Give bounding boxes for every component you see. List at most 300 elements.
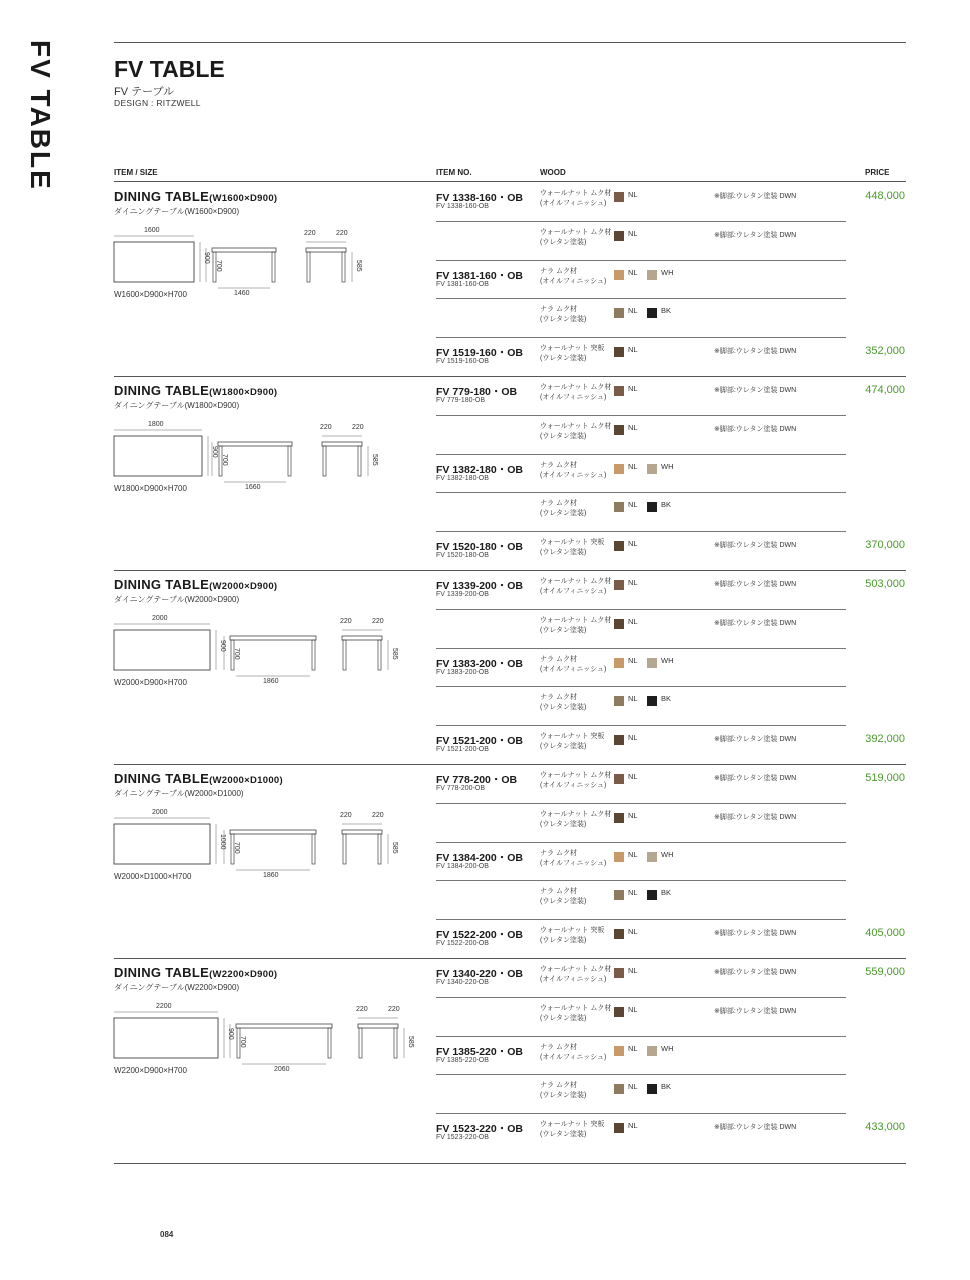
drawing-outline [312,640,315,670]
drawing-outline [114,1018,218,1058]
dim-caption: W1600×D900×H700 [114,290,187,299]
wood-type: ナラ ムク材 [540,655,577,663]
header-wood: WOOD [540,168,566,177]
item-code: FV 779-180-OB [436,397,486,404]
dining-table-name: DINING TABLE [114,383,210,398]
wood-finish: (ウレタン塗装) [540,510,587,518]
page-subtitle: FV テーブル [114,86,175,98]
wood-swatch [614,890,624,900]
drawing-outline [218,442,292,446]
leg-finish-note: ※脚部:ウレタン塗装 DWN [714,231,797,239]
wood-type: ウォールナット ムク材 [540,384,612,391]
swatch-label: NL [628,1082,638,1092]
dining-table-jp: ダイニングテーブル(W2000×D900) [114,595,240,604]
wood-finish: (オイルフィニッシュ) [540,782,607,789]
swatch-label: NL [628,694,638,704]
swatch-label: NL [628,345,638,355]
dim-leg2: 220 [372,812,384,819]
wood-swatch [647,658,657,668]
row-divider [436,648,846,649]
leg-finish-note: ※脚部:ウレタン塗装 DWN [714,1007,797,1015]
row-divider [436,803,846,804]
dim-width: 2200 [156,1003,172,1010]
item-number: FV 1382-180・OB [436,463,523,476]
swatch-label: NL [628,306,638,316]
wood-type: ウォールナット ムク材 [540,228,612,236]
wood-finish: (オイルフィニッシュ) [540,665,607,673]
row-divider [436,725,846,726]
wood-finish: (オイルフィニッシュ) [540,976,607,983]
leg-finish-note: ※脚部:ウレタン塗装 DWN [714,930,797,938]
dim-caption: W2200×D900×H700 [114,1066,187,1075]
item-number: FV 1339-200・OB [436,580,523,592]
wood-finish: (ウレタン塗装) [540,898,587,906]
item-code: FV 1519-160-OB [436,358,489,366]
swatch-label: NL [628,888,638,898]
swatch-label: NL [628,733,638,743]
wood-swatch [647,1084,657,1094]
item-code: FV 1385-220-OB [436,1056,489,1064]
leg-finish-note: ※脚部:ウレタン塗装 DWN [714,619,797,627]
group-divider [114,764,906,765]
drawing-outline [378,640,381,670]
item-code: FV 1339-200-OB [436,591,489,598]
wood-finish: (オイルフィニッシュ) [540,200,607,207]
wood-swatch [614,464,624,474]
dining-table-name: DINING TABLE [114,189,210,204]
item-code: FV 1381-160-OB [436,280,489,288]
wood-finish: (ウレタン塗装) [540,820,587,828]
item-code: FV 1383-200-OB [436,668,489,676]
swatch-label: BK [661,888,672,898]
dim-caption: W2000×D900×H700 [114,678,187,687]
item-code: FV 778-200-OB [436,785,486,792]
dim-leg1: 220 [304,230,316,237]
dining-table-title [114,771,283,786]
wood-finish: (ウレタン塗装) [540,549,587,557]
drawing-outline [359,1028,362,1058]
drawing-outline [272,252,275,282]
swatch-label: WH [661,267,674,277]
dim-leg2: 220 [388,1006,400,1013]
dim-inner: 1660 [245,484,261,491]
wood-swatch [647,464,657,474]
drawing-outline [323,446,326,476]
dim-depth: 900 [219,640,226,652]
dimension-drawing [100,224,420,314]
top-rule [114,42,906,43]
wood-type: ウォールナット 突板 [540,1121,605,1129]
wood-finish: (オイルフィニッシュ) [540,1053,607,1061]
wood-swatch [614,1123,624,1133]
dining-table-name: DINING TABLE [114,577,210,592]
leg-finish-note: ※脚部:ウレタン塗装 DWN [714,1124,797,1132]
swatch-label: NL [628,539,638,549]
wood-type: ウォールナット ムク材 [540,772,612,779]
dining-table-title [114,577,277,592]
dim-inner: 1860 [263,872,279,879]
dimension-drawing [100,1000,420,1090]
swatch-label: NL [628,966,638,975]
row-divider [436,1036,846,1037]
swatch-label: NL [628,384,638,393]
item-number: FV 1383-200・OB [436,657,523,670]
leg-finish-note: ※脚部:ウレタン塗装 DWN [714,775,797,782]
bottom-rule [114,1163,906,1164]
dim-width: 2000 [152,809,168,816]
leg-finish-note: ※脚部:ウレタン塗装 DWN [714,581,797,588]
item-number: FV 1340-220・OB [436,968,523,980]
row-divider [436,609,846,610]
swatch-label: NL [628,461,638,471]
wood-swatch [614,1046,624,1056]
drawing-outline [343,640,346,670]
swatch-label: NL [628,1121,638,1131]
row-divider [436,842,846,843]
dim-caption: W1800×D900×H700 [114,484,187,493]
dim-caption: W2000×D1000×H700 [114,872,192,881]
wood-type: ナラ ムク材 [540,694,577,702]
dim-leg1: 220 [340,812,352,819]
dining-table-size: (W2200×D900) [209,969,278,980]
wood-type: ナラ ムク材 [540,461,577,469]
dim-clearance: 585 [391,842,398,854]
dim-clearance: 585 [407,1036,414,1048]
wood-finish: (ウレタン塗装) [540,316,587,324]
price-value: 519,000 [865,772,905,784]
item-number: FV 1523-220・OB [436,1123,523,1136]
wood-type: ウォールナット ムク材 [540,578,612,585]
wood-type: ウォールナット 突板 [540,345,605,353]
leg-finish-note: ※脚部:ウレタン塗装 DWN [714,193,797,200]
leg-finish-note: ※脚部:ウレタン塗装 DWN [714,813,797,821]
dim-depth: 900 [227,1028,234,1040]
group-divider [114,376,906,377]
dim-inner: 2060 [274,1066,290,1073]
wood-type: ナラ ムク材 [540,1043,577,1051]
wood-swatch [614,658,624,668]
wood-swatch [614,696,624,706]
swatch-label: NL [628,616,638,626]
wood-swatch [614,1084,624,1094]
wood-finish: (ウレタン塗装) [540,355,587,363]
drawing-outline [312,834,315,864]
dim-width: 1800 [148,421,164,428]
wood-type: ナラ ムク材 [540,306,577,314]
swatch-label: WH [661,655,674,665]
drawing-outline [114,242,194,282]
dim-leg1: 220 [356,1006,368,1013]
dim-width: 1600 [144,227,160,234]
dim-depth: 900 [203,252,210,264]
item-number: FV 1338-160・OB [436,192,523,204]
dining-table-title [114,383,277,398]
wood-swatch [614,580,624,590]
drawing-outline [358,1024,398,1028]
leg-finish-note: ※脚部:ウレタン塗装 DWN [714,387,797,394]
swatch-label: BK [661,500,672,510]
swatch-label: BK [661,1082,672,1092]
wood-swatch [614,929,624,939]
dining-table-size: (W1600×D900) [209,193,278,204]
leg-finish-note: ※脚部:ウレタン塗装 DWN [714,969,797,976]
wood-swatch [614,968,624,978]
swatch-label: WH [661,1043,674,1053]
row-divider [436,454,846,455]
swatch-label: NL [628,772,638,781]
drawing-outline [114,630,210,670]
drawing-outline [342,252,345,282]
drawing-outline [394,1028,397,1058]
swatch-label: NL [628,190,638,199]
wood-finish: (ウレタン塗装) [540,626,587,634]
price-value: 448,000 [865,190,905,202]
wood-swatch [614,541,624,551]
swatch-label: NL [628,422,638,432]
wood-finish: (ウレタン塗装) [540,1014,587,1022]
price-value: 433,000 [865,1121,905,1134]
item-number: FV 1385-220・OB [436,1045,523,1058]
item-code: FV 1522-200-OB [436,940,489,948]
dim-leg2: 220 [372,618,384,625]
group-divider [114,570,906,571]
wood-swatch [647,890,657,900]
price-value: 370,000 [865,539,905,552]
dining-table-size: (W2000×D1000) [209,775,283,786]
dim-height: 700 [215,260,222,272]
designer-credit: DESIGN : RITZWELL [114,98,201,108]
swatch-label: NL [628,500,638,510]
drawing-outline [343,834,346,864]
item-code: FV 1340-220-OB [436,979,489,986]
wood-swatch [614,231,624,241]
wood-swatch [614,192,624,202]
swatch-label: NL [628,1004,638,1014]
leg-finish-note: ※脚部:ウレタン塗装 DWN [714,425,797,433]
wood-swatch [614,386,624,396]
item-number: FV 778-200・OB [436,774,518,786]
wood-type: ウォールナット 突板 [540,927,605,935]
wood-swatch [614,308,624,318]
dining-table-name: DINING TABLE [114,771,210,786]
wood-swatch [614,347,624,357]
group-divider [114,958,906,959]
wood-type: ウォールナット ムク材 [540,616,612,624]
wood-finish: (オイルフィニッシュ) [540,471,607,479]
dim-height: 700 [233,842,240,854]
dining-table-name: DINING TABLE [114,965,210,980]
wood-finish: (ウレタン塗装) [540,704,587,712]
price-value: 474,000 [865,384,905,396]
header-item-no: ITEM NO. [436,168,472,177]
wood-swatch [647,696,657,706]
wood-type: ウォールナット 突板 [540,539,605,547]
drawing-outline [230,830,316,834]
wood-finish: (オイルフィニッシュ) [540,277,607,285]
dim-inner: 1860 [263,678,279,685]
item-code: FV 1521-200-OB [436,746,489,754]
wood-type: ナラ ムク材 [540,500,577,508]
item-number: FV 779-180・OB [436,386,518,398]
wood-type: ナラ ムク材 [540,849,577,857]
dining-table-jp: ダイニングテーブル(W1800×D900) [114,401,240,410]
item-number: FV 1384-200・OB [436,851,523,864]
row-divider [436,337,846,338]
item-code: FV 1338-160-OB [436,203,489,210]
row-divider [436,997,846,998]
leg-finish-note: ※脚部:ウレタン塗装 DWN [714,736,797,744]
wood-finish: (ウレタン塗装) [540,238,587,246]
swatch-label: NL [628,810,638,820]
drawing-outline [342,830,382,834]
dim-leg1: 220 [340,618,352,625]
item-number: FV 1519-160・OB [436,347,523,360]
wood-swatch [614,813,624,823]
wood-finish: (オイルフィニッシュ) [540,859,607,867]
dining-table-title [114,189,277,204]
swatch-label: NL [628,927,638,937]
dim-inner: 1460 [234,290,250,297]
wood-finish: (ウレタン塗装) [540,1092,587,1100]
drawing-outline [328,1028,331,1058]
leg-finish-note: ※脚部:ウレタン塗装 DWN [714,348,797,356]
drawing-outline [288,446,291,476]
dim-height: 700 [239,1036,246,1048]
page-title: FV TABLE [114,56,225,82]
wood-swatch [614,270,624,280]
dim-depth: 900 [211,446,218,458]
wood-type: ナラ ムク材 [540,1082,577,1090]
wood-swatch [614,774,624,784]
swatch-label: WH [661,461,674,471]
price-value: 392,000 [865,733,905,746]
wood-swatch [647,1046,657,1056]
price-value: 352,000 [865,345,905,358]
wood-finish: (ウレタン塗装) [540,1131,587,1139]
row-divider [436,686,846,687]
row-divider [436,221,846,222]
drawing-outline [306,248,346,252]
drawing-outline [230,636,316,640]
swatch-label: WH [661,849,674,859]
dim-clearance: 585 [371,454,378,466]
wood-type: ウォールナット ムク材 [540,422,612,430]
wood-type: ウォールナット 突板 [540,733,605,741]
swatch-label: NL [628,849,638,859]
wood-type: ウォールナット ムク材 [540,810,612,818]
wood-swatch [647,308,657,318]
dimension-drawing [100,806,420,896]
header-rule [114,181,906,182]
dining-table-title [114,965,277,980]
drawing-outline [114,824,210,864]
row-divider [436,1113,846,1114]
item-number: FV 1381-160・OB [436,269,523,282]
swatch-label: NL [628,578,638,587]
item-code: FV 1384-200-OB [436,862,489,870]
drawing-outline [236,1024,332,1028]
dim-leg2: 220 [352,424,364,431]
row-divider [436,919,846,920]
swatch-label: BK [661,306,672,316]
wood-swatch [614,852,624,862]
swatch-label: NL [628,267,638,277]
row-divider [436,415,846,416]
swatch-label: NL [628,1043,638,1053]
dim-clearance: 585 [391,648,398,660]
dimension-drawing [100,612,420,702]
wood-type: ウォールナット ムク材 [540,966,612,973]
wood-swatch [647,502,657,512]
wood-finish: (ウレタン塗装) [540,937,587,945]
row-divider [436,298,846,299]
dim-leg2: 220 [336,230,348,237]
price-value: 559,000 [865,966,905,978]
drawing-outline [358,446,361,476]
dim-width: 2000 [152,615,168,622]
price-value: 503,000 [865,578,905,590]
wood-swatch [647,270,657,280]
dining-table-size: (W2000×D900) [209,581,278,592]
wood-swatch [614,619,624,629]
drawing-outline [342,636,382,640]
header-item-size: ITEM / SIZE [114,168,158,177]
dining-table-jp: ダイニングテーブル(W2000×D1000) [114,789,244,798]
dim-height: 700 [221,454,228,466]
row-divider [436,880,846,881]
wood-swatch [614,1007,624,1017]
wood-type: ウォールナット ムク材 [540,1004,612,1012]
wood-type: ナラ ムク材 [540,267,577,275]
item-number: FV 1520-180・OB [436,541,523,554]
wood-swatch [614,735,624,745]
wood-type: ナラ ムク材 [540,888,577,896]
swatch-label: NL [628,228,638,238]
dim-height: 700 [233,648,240,660]
leg-finish-note: ※脚部:ウレタン塗装 DWN [714,542,797,550]
swatch-label: BK [661,694,672,704]
drawing-outline [322,442,362,446]
row-divider [436,260,846,261]
side-title-text: FV TABLE [25,40,56,191]
wood-swatch [647,852,657,862]
item-code: FV 1382-180-OB [436,474,489,482]
dining-table-jp: ダイニングテーブル(W1600×D900) [114,207,240,216]
swatch-label: NL [628,655,638,665]
item-code: FV 1523-220-OB [436,1134,489,1142]
wood-finish: (ウレタン塗装) [540,432,587,440]
wood-finish: (ウレタン塗装) [540,743,587,751]
row-divider [436,492,846,493]
side-title [22,40,62,200]
page-number: 084 [160,1230,174,1239]
dining-table-jp: ダイニングテーブル(W2200×D900) [114,983,240,992]
item-code: FV 1520-180-OB [436,552,489,560]
price-value: 405,000 [865,927,905,940]
item-number: FV 1522-200・OB [436,929,523,942]
dim-leg1: 220 [320,424,332,431]
wood-swatch [614,502,624,512]
drawing-outline [307,252,310,282]
drawing-outline [114,436,202,476]
drawing-outline [378,834,381,864]
header-price: PRICE [865,168,890,177]
dim-depth: 1000 [219,834,226,850]
wood-type: ウォールナット ムク材 [540,190,612,197]
wood-finish: (オイルフィニッシュ) [540,588,607,595]
dining-table-size: (W1800×D900) [209,387,278,398]
wood-finish: (オイルフィニッシュ) [540,394,607,401]
